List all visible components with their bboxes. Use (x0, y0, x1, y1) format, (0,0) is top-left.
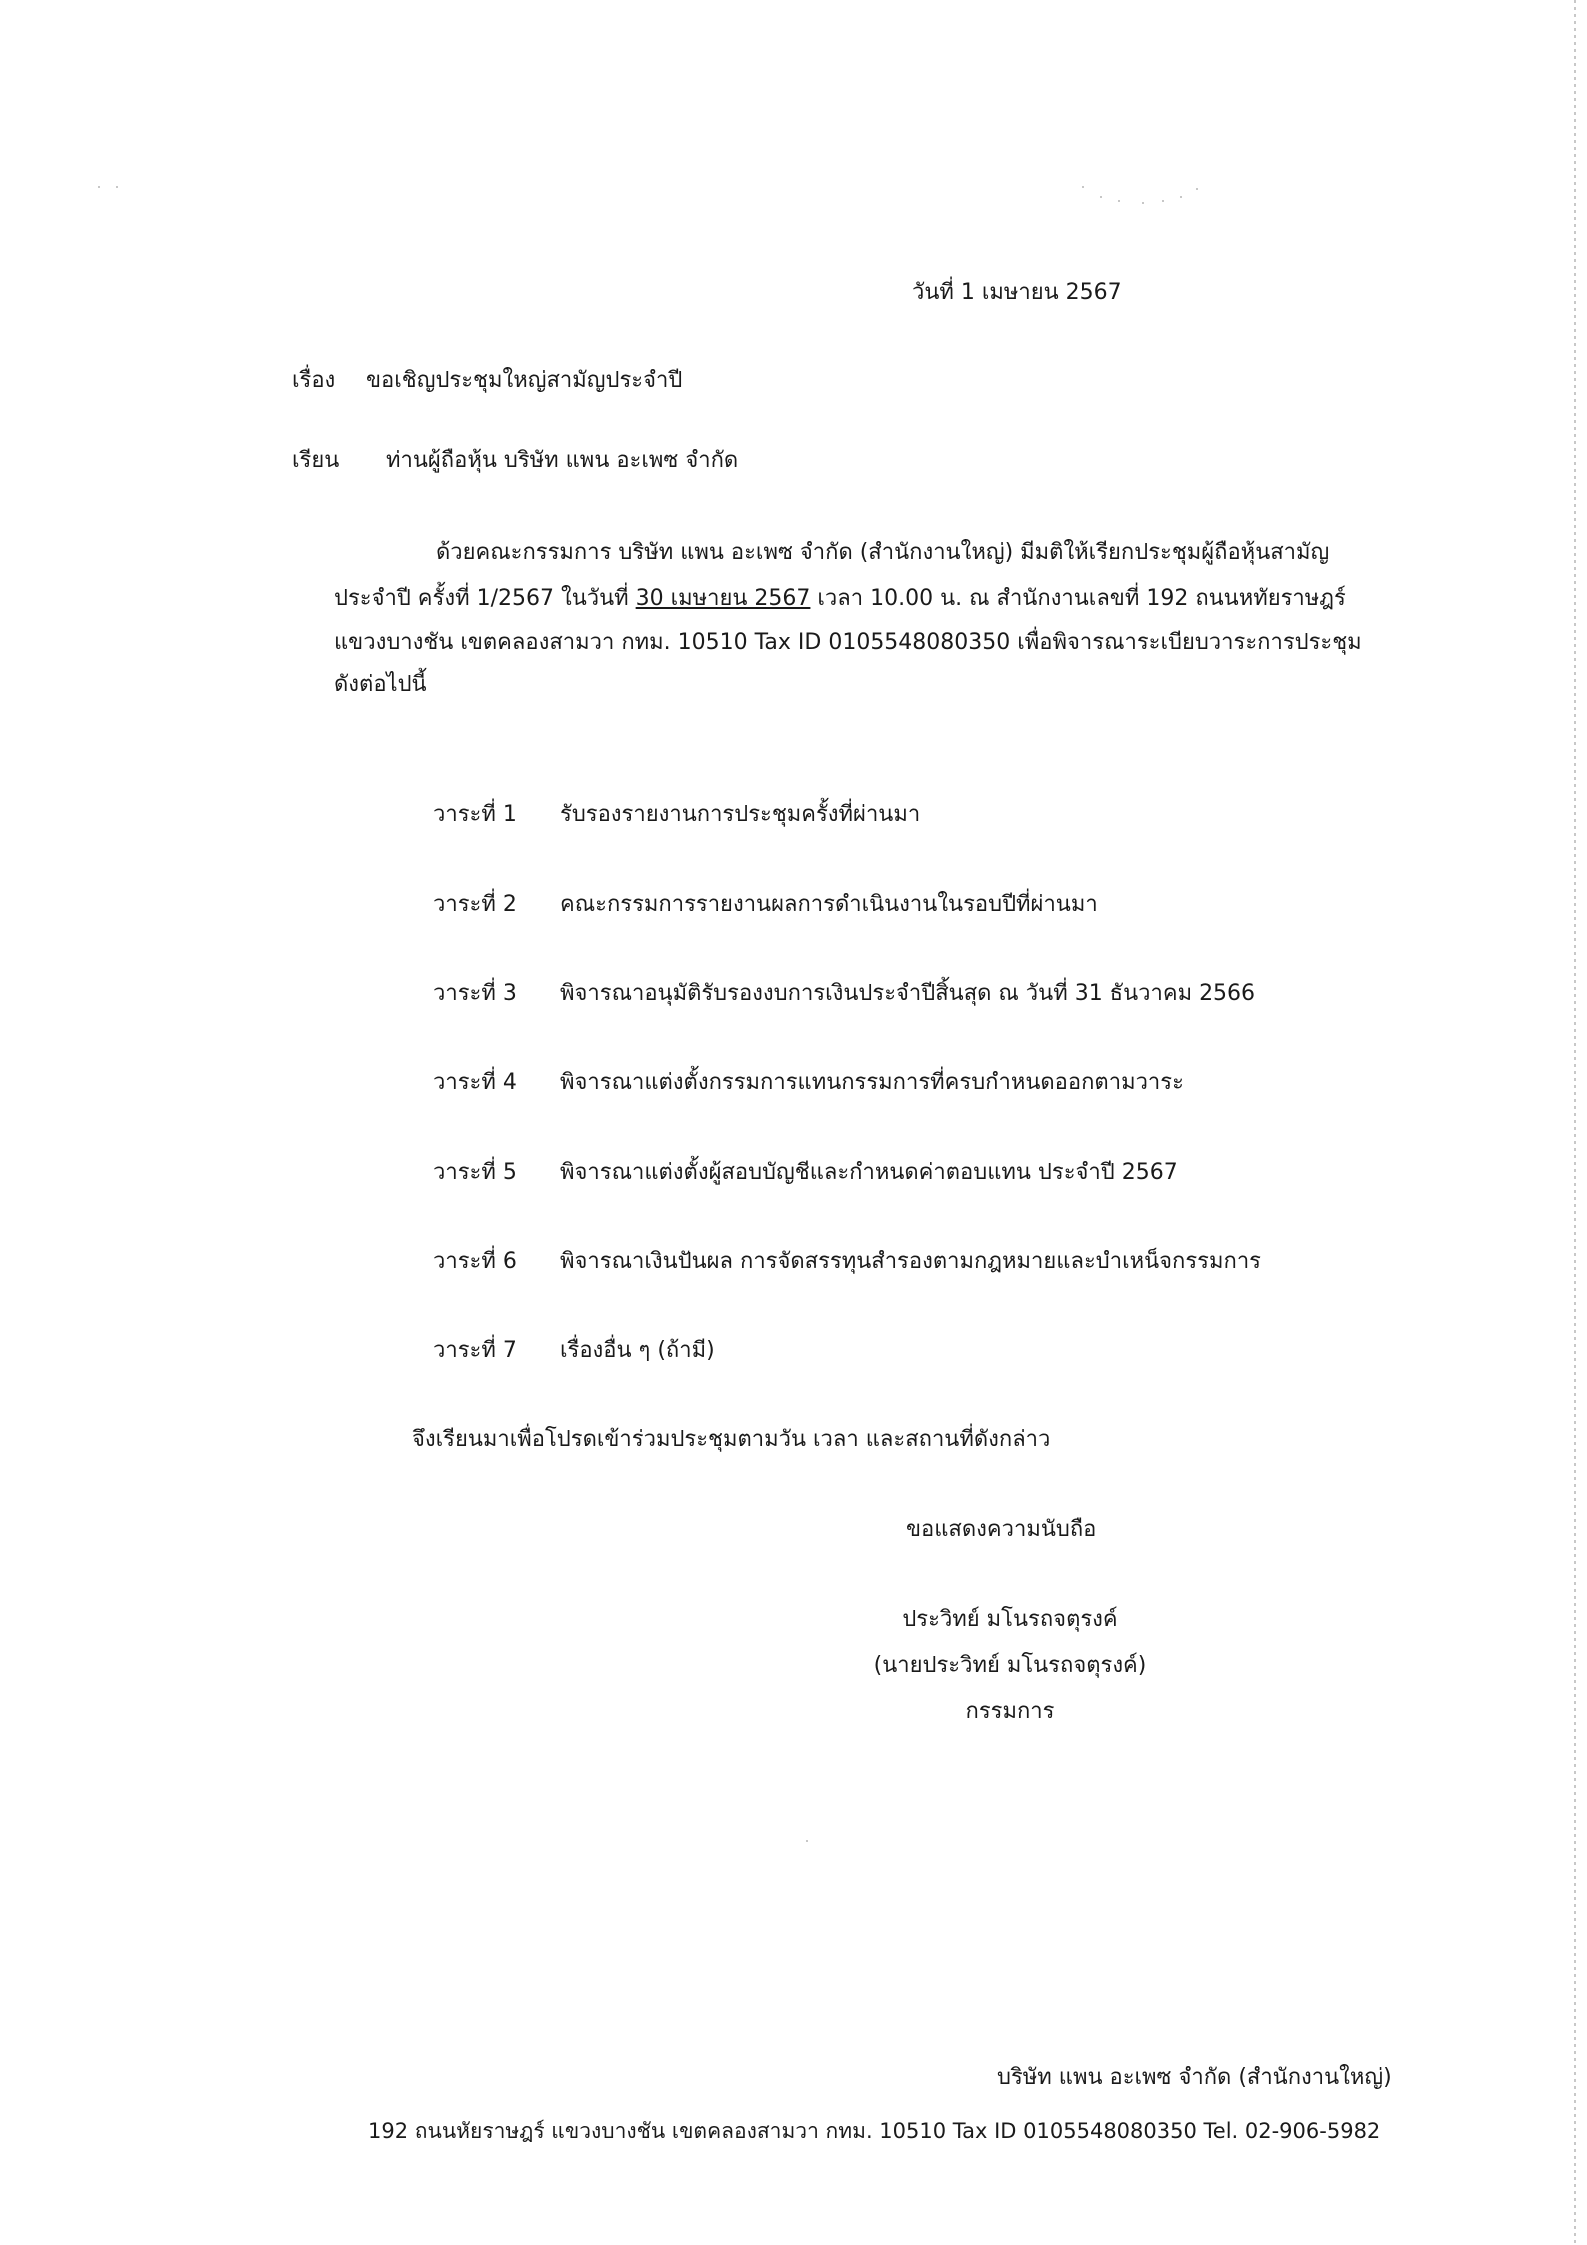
agenda-number: วาระที่ 7 (433, 1338, 517, 1363)
recipient-text: ท่านผู้ถือหุ้น บริษัท แพน อะเพซ จำกัด (386, 448, 739, 473)
signature-name: ประวิทย์ มโนรถจตุรงค์ (902, 1607, 1118, 1632)
scan-speck (1162, 200, 1164, 202)
agenda-item-text: พิจารณาแต่งตั้งกรรมการแทนกรรมการที่ครบกำหนดออกตามวาระ (560, 1070, 1184, 1095)
recipient-label: เรียน (292, 448, 340, 473)
body-line-1: ด้วยคณะกรรมการ บริษัท แพน อะเพซ จำกัด (สำนักงานใหญ่) มีมติให้เรียกประชุมผู้ถือหุ้นสามัญ (436, 540, 1330, 565)
body-line-2 (334, 584, 1346, 614)
agenda-number: วาระที่ 6 (433, 1249, 517, 1274)
signature-position: กรรมการ (965, 1699, 1055, 1724)
signature-full-name: (นายประวิทย์ มโนรถจตุรงค์) (873, 1653, 1147, 1678)
agenda-item-text: เรื่องอื่น ๆ (ถ้ามี) (560, 1338, 715, 1363)
scan-speck (116, 186, 118, 188)
body-line-3: แขวงบางชัน เขตคลองสามวา กทม. 10510 Tax ID 0105548080350 เพื่อพิจารณาระเบียบวาระการประชุม (334, 630, 1362, 655)
scan-speck (1180, 196, 1182, 198)
agenda-number: วาระที่ 2 (433, 892, 517, 917)
agenda-item-text: คณะกรรมการรายงานผลการดำเนินงานในรอบปีที่ผ่านมา (560, 892, 1098, 917)
body-line-2-end: เวลา 10.00 น. ณ สำนักงานเลขที่ 192 ถนนหทัยราษฎร์ (810, 586, 1346, 611)
scan-speck (1100, 196, 1102, 198)
scan-speck (1082, 186, 1084, 188)
agenda-item-text: พิจารณาอนุมัติรับรองงบการเงินประจำปีสิ้นสุด ณ วันที่ 31 ธันวาคม 2566 (560, 981, 1256, 1006)
footer-address: 192 ถนนหัยราษฎร์ แขวงบางชัน เขตคลองสามวา กทม. 10510 Tax ID 0105548080350 Tel. 02-906-5982 (368, 2119, 1381, 2143)
footer-company: บริษัท แพน อะเพซ จำกัด (สำนักงานใหญ่) (997, 2065, 1392, 2090)
scan-speck (1142, 202, 1144, 204)
agenda-item-text: รับรองรายงานการประชุมครั้งที่ผ่านมา (560, 802, 921, 827)
closing-invitation: จึงเรียนมาเพื่อโปรดเข้าร่วมประชุมตามวัน เวลา และสถานที่ดังกล่าว (412, 1427, 1051, 1452)
agenda-number: วาระที่ 4 (433, 1070, 517, 1095)
scan-edge-line (1574, 0, 1576, 2245)
body-line-2-start: ประจำปี ครั้งที่ 1/2567 ในวันที่ (334, 586, 636, 611)
letter-date: วันที่ 1 เมษายน 2567 (912, 280, 1122, 305)
body-line-4: ดังต่อไปนี้ (334, 672, 427, 697)
agenda-number: วาระที่ 1 (433, 802, 517, 827)
agenda-number: วาระที่ 5 (433, 1160, 517, 1185)
meeting-date: 30 เมษายน 2567 (635, 586, 811, 611)
subject-label: เรื่อง (292, 368, 336, 393)
scan-speck (1118, 200, 1120, 202)
scan-speck (98, 186, 100, 188)
scan-speck (1196, 188, 1198, 190)
scan-speck (806, 1840, 808, 1842)
agenda-item-text: พิจารณาแต่งตั้งผู้สอบบัญชีและกำหนดค่าตอบแทน ประจำปี 2567 (560, 1160, 1178, 1185)
regards-line: ขอแสดงความนับถือ (906, 1517, 1097, 1542)
agenda-item-text: พิจารณาเงินปันผล การจัดสรรทุนสำรองตามกฎหมายและบำเหน็จกรรมการ (560, 1249, 1261, 1274)
subject-text: ขอเชิญประชุมใหญ่สามัญประจำปี (366, 368, 683, 393)
agenda-number: วาระที่ 3 (433, 981, 517, 1006)
